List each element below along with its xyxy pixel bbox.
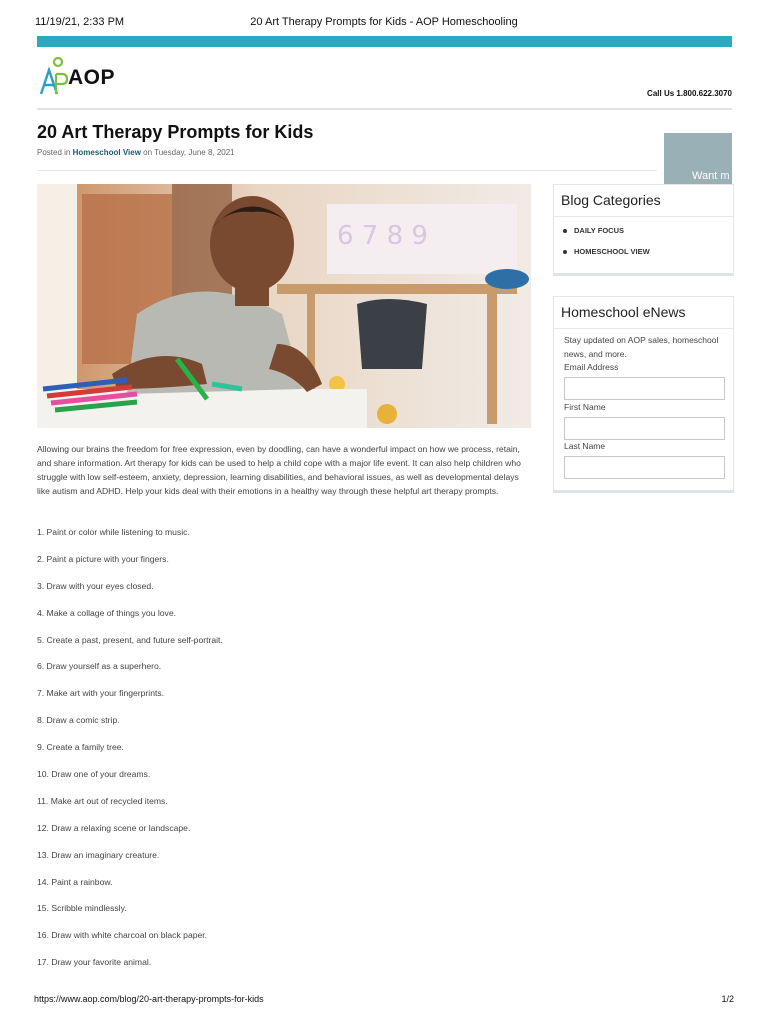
first-name-label: First Name	[564, 402, 606, 412]
posted-date: on Tuesday, June 8, 2021	[143, 148, 235, 157]
print-url[interactable]: https://www.aop.com/blog/20-art-therapy-prompts-for-kids	[34, 994, 264, 1004]
posted-prefix: Posted in	[37, 148, 71, 157]
first-name-field[interactable]	[564, 417, 725, 440]
enews-widget	[553, 296, 734, 493]
header-divider	[37, 108, 732, 110]
prompt-item: 13. Draw an imaginary creature.	[37, 849, 160, 860]
prompt-item: 11. Make art out of recycled items.	[37, 795, 168, 806]
widget-divider	[554, 216, 733, 217]
title-divider	[37, 170, 657, 171]
category-label: DAILY FOCUS	[574, 226, 625, 235]
intro-paragraph: Allowing our brains the freedom for free expression, even by doodling, can have a wonderful impact on how we process, retain, and share information. Art therapy for kids can be used to help a child cope with a major life event. It can also help children who struggle with low self-esteem, anxiety, depression, learning disabilities, and behavioral issues, as well as developmental delays like autism and ADHD. Help your kids deal with their emotions in a healthy way through these helpful art therapy prompts.	[37, 444, 521, 496]
prompt-item: 4. Make a collage of things you love.	[37, 607, 177, 618]
email-label: Email Address	[564, 362, 619, 372]
prompt-item: 9. Create a family tree.	[37, 742, 124, 753]
cta-heading: Want m	[692, 170, 730, 182]
logo-text: AOP	[68, 66, 116, 89]
prompt-item: 5. Create a past, present, and future self-portrait.	[37, 634, 223, 645]
last-name-label: Last Name	[564, 441, 606, 451]
blog-categories-widget	[553, 184, 734, 276]
print-page-number: 1/2	[721, 994, 734, 1004]
category-label: HOMESCHOOL VIEW	[574, 247, 650, 256]
prompt-item: 6. Draw yourself as a superhero.	[37, 661, 162, 672]
prompt-item: 1. Paint or color while listening to music.	[37, 527, 190, 537]
aop-logo-icon	[38, 57, 68, 97]
category-link[interactable]: Homeschool View	[72, 148, 141, 157]
prompt-item: 3. Draw with your eyes closed.	[37, 580, 154, 591]
blog-categories-title: Blog Categories	[561, 192, 661, 208]
print-page-title: 20 Art Therapy Prompts for Kids - AOP Homeschooling	[250, 16, 518, 28]
prompt-item: 12. Draw a relaxing scene or landscape.	[37, 822, 191, 833]
prompt-item: 8. Draw a comic strip.	[37, 715, 120, 726]
hero-image	[37, 184, 531, 428]
prompt-item: 16. Draw with white charcoal on black paper.	[37, 930, 208, 941]
print-datetime: 11/19/21, 2:33 PM	[35, 16, 125, 28]
email-field[interactable]	[564, 377, 725, 400]
bullet-icon	[563, 229, 567, 233]
prompt-item: 15. Scribble mindlessly.	[37, 903, 127, 914]
post-title: 20 Art Therapy Prompts for Kids	[37, 122, 314, 142]
aop-logo[interactable]	[38, 57, 128, 97]
enews-description: Stay updated on AOP sales, homeschool news, and more.	[564, 335, 719, 359]
prompt-item: 7. Make art with your fingerprints.	[37, 688, 165, 699]
prompt-item: 2. Paint a picture with your fingers.	[37, 553, 169, 564]
bullet-icon	[563, 250, 567, 254]
prompt-item: 14. Paint a rainbow.	[37, 876, 113, 887]
print-header	[0, 16, 768, 30]
category-daily-focus[interactable]	[563, 226, 624, 235]
widget-divider	[554, 328, 733, 329]
prompt-item: 10. Draw one of your dreams.	[37, 769, 151, 780]
prompt-item: 17. Draw your favorite animal.	[37, 957, 152, 968]
top-accent-bar	[37, 36, 732, 47]
boy-drawing-with-markers-image	[37, 184, 531, 428]
prompts-list	[37, 523, 223, 980]
last-name-field[interactable]	[564, 456, 725, 479]
svg-text:6 7 8 9: 6 7 8 9	[337, 221, 428, 251]
category-homeschool-view[interactable]	[563, 247, 650, 256]
enews-title: Homeschool eNews	[561, 304, 686, 320]
call-us-phone[interactable]: Call Us 1.800.622.3070	[647, 89, 732, 98]
post-meta	[37, 148, 235, 157]
